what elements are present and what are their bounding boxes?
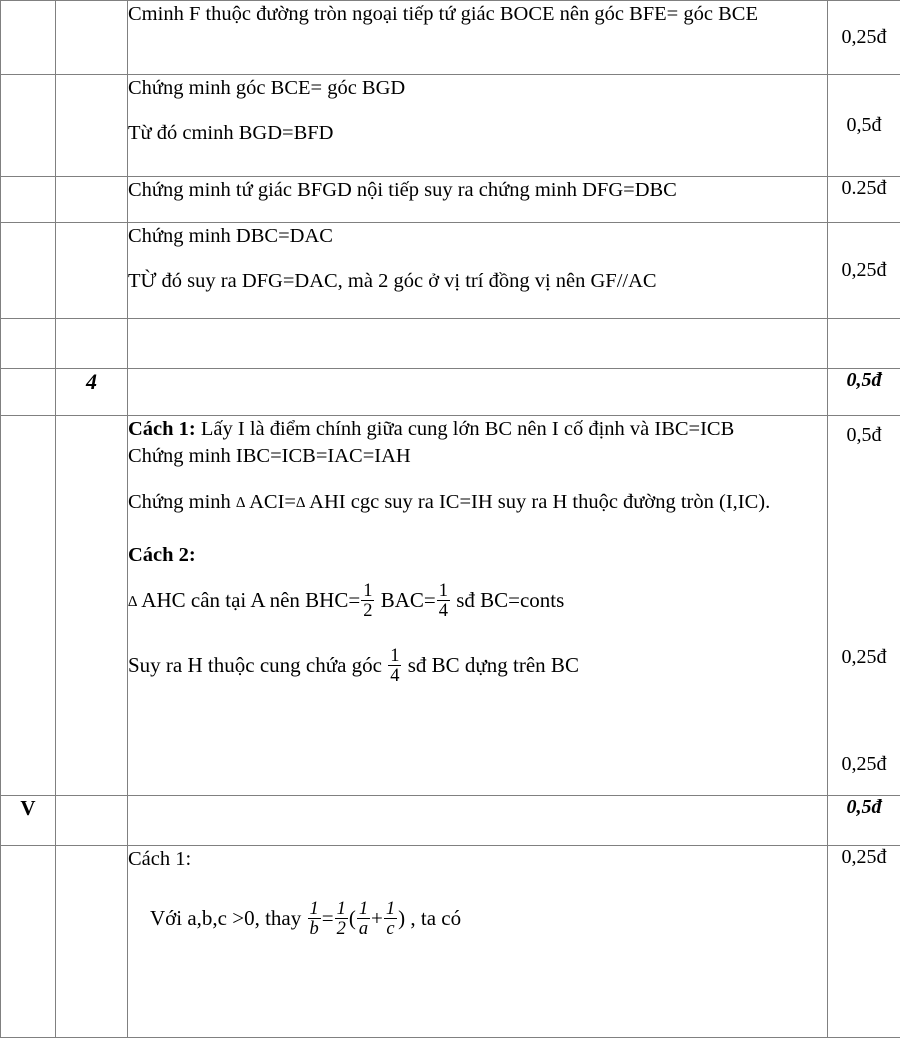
open-paren: ( [348,906,356,931]
solution-cell-final [128,846,828,1038]
fraction-denominator: a [358,918,369,939]
cach2-line1-pre: AHC cân tại A nên BHC= [137,587,361,612]
fraction-numerator: 1 [309,898,319,919]
fraction-one-half [335,899,348,938]
solution-cell [128,796,828,846]
table-row-final [1,846,900,1038]
fraction-numerator: 1 [438,580,448,600]
score-cach2-a: 0,25đ [841,646,887,668]
cach1-heading-line [128,416,827,443]
table-row-section-v [1,796,900,846]
cach2-label: Cách 2: [128,543,196,566]
fraction-numerator: 1 [358,898,369,919]
fraction-numerator: 1 [363,580,373,600]
roman-cell [1,75,56,177]
fraction-one-over-a [357,899,370,938]
fraction-denominator: 4 [438,599,448,620]
triangle-icon: ∆ [128,593,138,610]
cach2-line1-mid: BAC= [375,587,436,612]
fraction-denominator: b [309,918,319,939]
roman-cell [1,319,56,369]
cach1-line2: Chứng minh IBC=ICB=IAC=IAH [128,445,411,468]
score-cell [828,319,900,369]
score-cell: 0,25đ [828,223,900,319]
fraction-one-quarter [437,581,450,620]
triangle-icon: ∆ [296,494,306,511]
roman-cell [1,416,56,796]
roman-cell [1,369,56,416]
cach1-label: Cách 1: [128,418,196,440]
question-number: 4 [56,369,128,416]
number-cell [56,416,128,796]
score-cach1: 0,5đ [846,424,882,446]
table-row [1,1,900,75]
score-cell: 0,25đ [828,846,900,1038]
number-cell [56,319,128,369]
solution-cell [128,319,828,369]
number-cell [56,846,128,1038]
cach2-line1-post: sđ BC=conts [450,587,565,612]
table-row [1,75,900,177]
roman-cell [1,1,56,75]
fraction-one-quarter [388,646,401,685]
cach2-line2-post: sđ BC dựng trên BC [402,652,579,677]
formula-suffix: , ta có [405,906,462,931]
cach1-line1-rest: Lấy I là điểm chính giữa cung lớn BC nên I cố định và IBC=ICB [195,418,735,440]
number-cell [56,177,128,223]
solution-cell [128,1,828,75]
table-row [1,177,900,223]
section-roman-v: V [1,796,56,846]
fraction-one-half [361,581,374,620]
cach1-line3 [128,489,827,516]
number-cell [56,223,128,319]
close-paren: ) [398,906,406,931]
fraction-one-over-c [384,899,397,938]
plus-sign: + [371,906,383,931]
roman-cell [1,846,56,1038]
solution-cell [128,369,828,416]
number-cell [56,1,128,75]
table-row [1,223,900,319]
table-row-cach-block [1,416,900,796]
fraction-denominator: 2 [363,599,373,620]
final-formula-line [128,899,827,938]
roman-cell [1,177,56,223]
fraction-numerator: 1 [390,644,400,665]
fraction-numerator: 1 [385,898,396,919]
number-cell [56,75,128,177]
score-cach2-b: 0,25đ [841,753,887,775]
equals-sign: = [321,906,334,931]
solution-line: Cminh F thuộc đường tròn ngoại tiếp tứ giác BOCE nên góc BFE= góc BCE [128,3,758,25]
formula-prefix: Với a,b,c >0, thay [150,906,307,931]
fraction-one-over-b [308,899,321,938]
cach2-line1 [128,581,827,620]
solution-cell [128,177,828,223]
score-cell-group [828,416,900,796]
table-row [1,319,900,369]
solution-line: TỪ đó suy ra DFG=DAC, mà 2 góc ở vị trí đồng vị nên GF//AC [128,270,657,293]
triangle-icon: ∆ [235,494,246,511]
cach1-line3-mid1: ACI= [245,490,296,513]
solution-cell [128,223,828,319]
roman-cell [1,223,56,319]
fraction-numerator: 1 [336,898,346,919]
solution-cell [128,75,828,177]
fraction-denominator: 2 [336,918,346,939]
score-cell: 0.25đ [828,177,900,223]
score-cell: 0,25đ [828,1,900,75]
final-cach1-label: Cách 1: [128,848,192,870]
table-row-question-4 [1,369,900,416]
fraction-denominator: c [384,918,397,938]
number-cell [56,796,128,846]
score-cell: 0,5đ [828,369,900,416]
solution-line: Chứng minh DBC=DAC [128,225,333,247]
score-cell: 0,5đ [828,75,900,177]
fraction-denominator: 4 [390,664,400,685]
cach1-line3-pre: Chứng minh [128,490,236,513]
cach1-line3-mid2: AHI cgc suy ra IC=IH suy ra H thuộc đường tròn (I,IC). [305,490,771,513]
score-cell: 0,5đ [828,796,900,846]
cach2-line2-pre: Suy ra H thuộc cung chứa góc [128,652,388,677]
solution-line: Chứng minh góc BCE= góc BGD [128,77,406,99]
cach2-line2 [128,646,827,685]
solution-cell-cach [128,416,828,796]
solution-line: Từ đó cminh BGD=BFD [128,122,334,145]
solution-line: Chứng minh tứ giác BFGD nội tiếp suy ra chứng minh DFG=DBC [128,179,677,201]
